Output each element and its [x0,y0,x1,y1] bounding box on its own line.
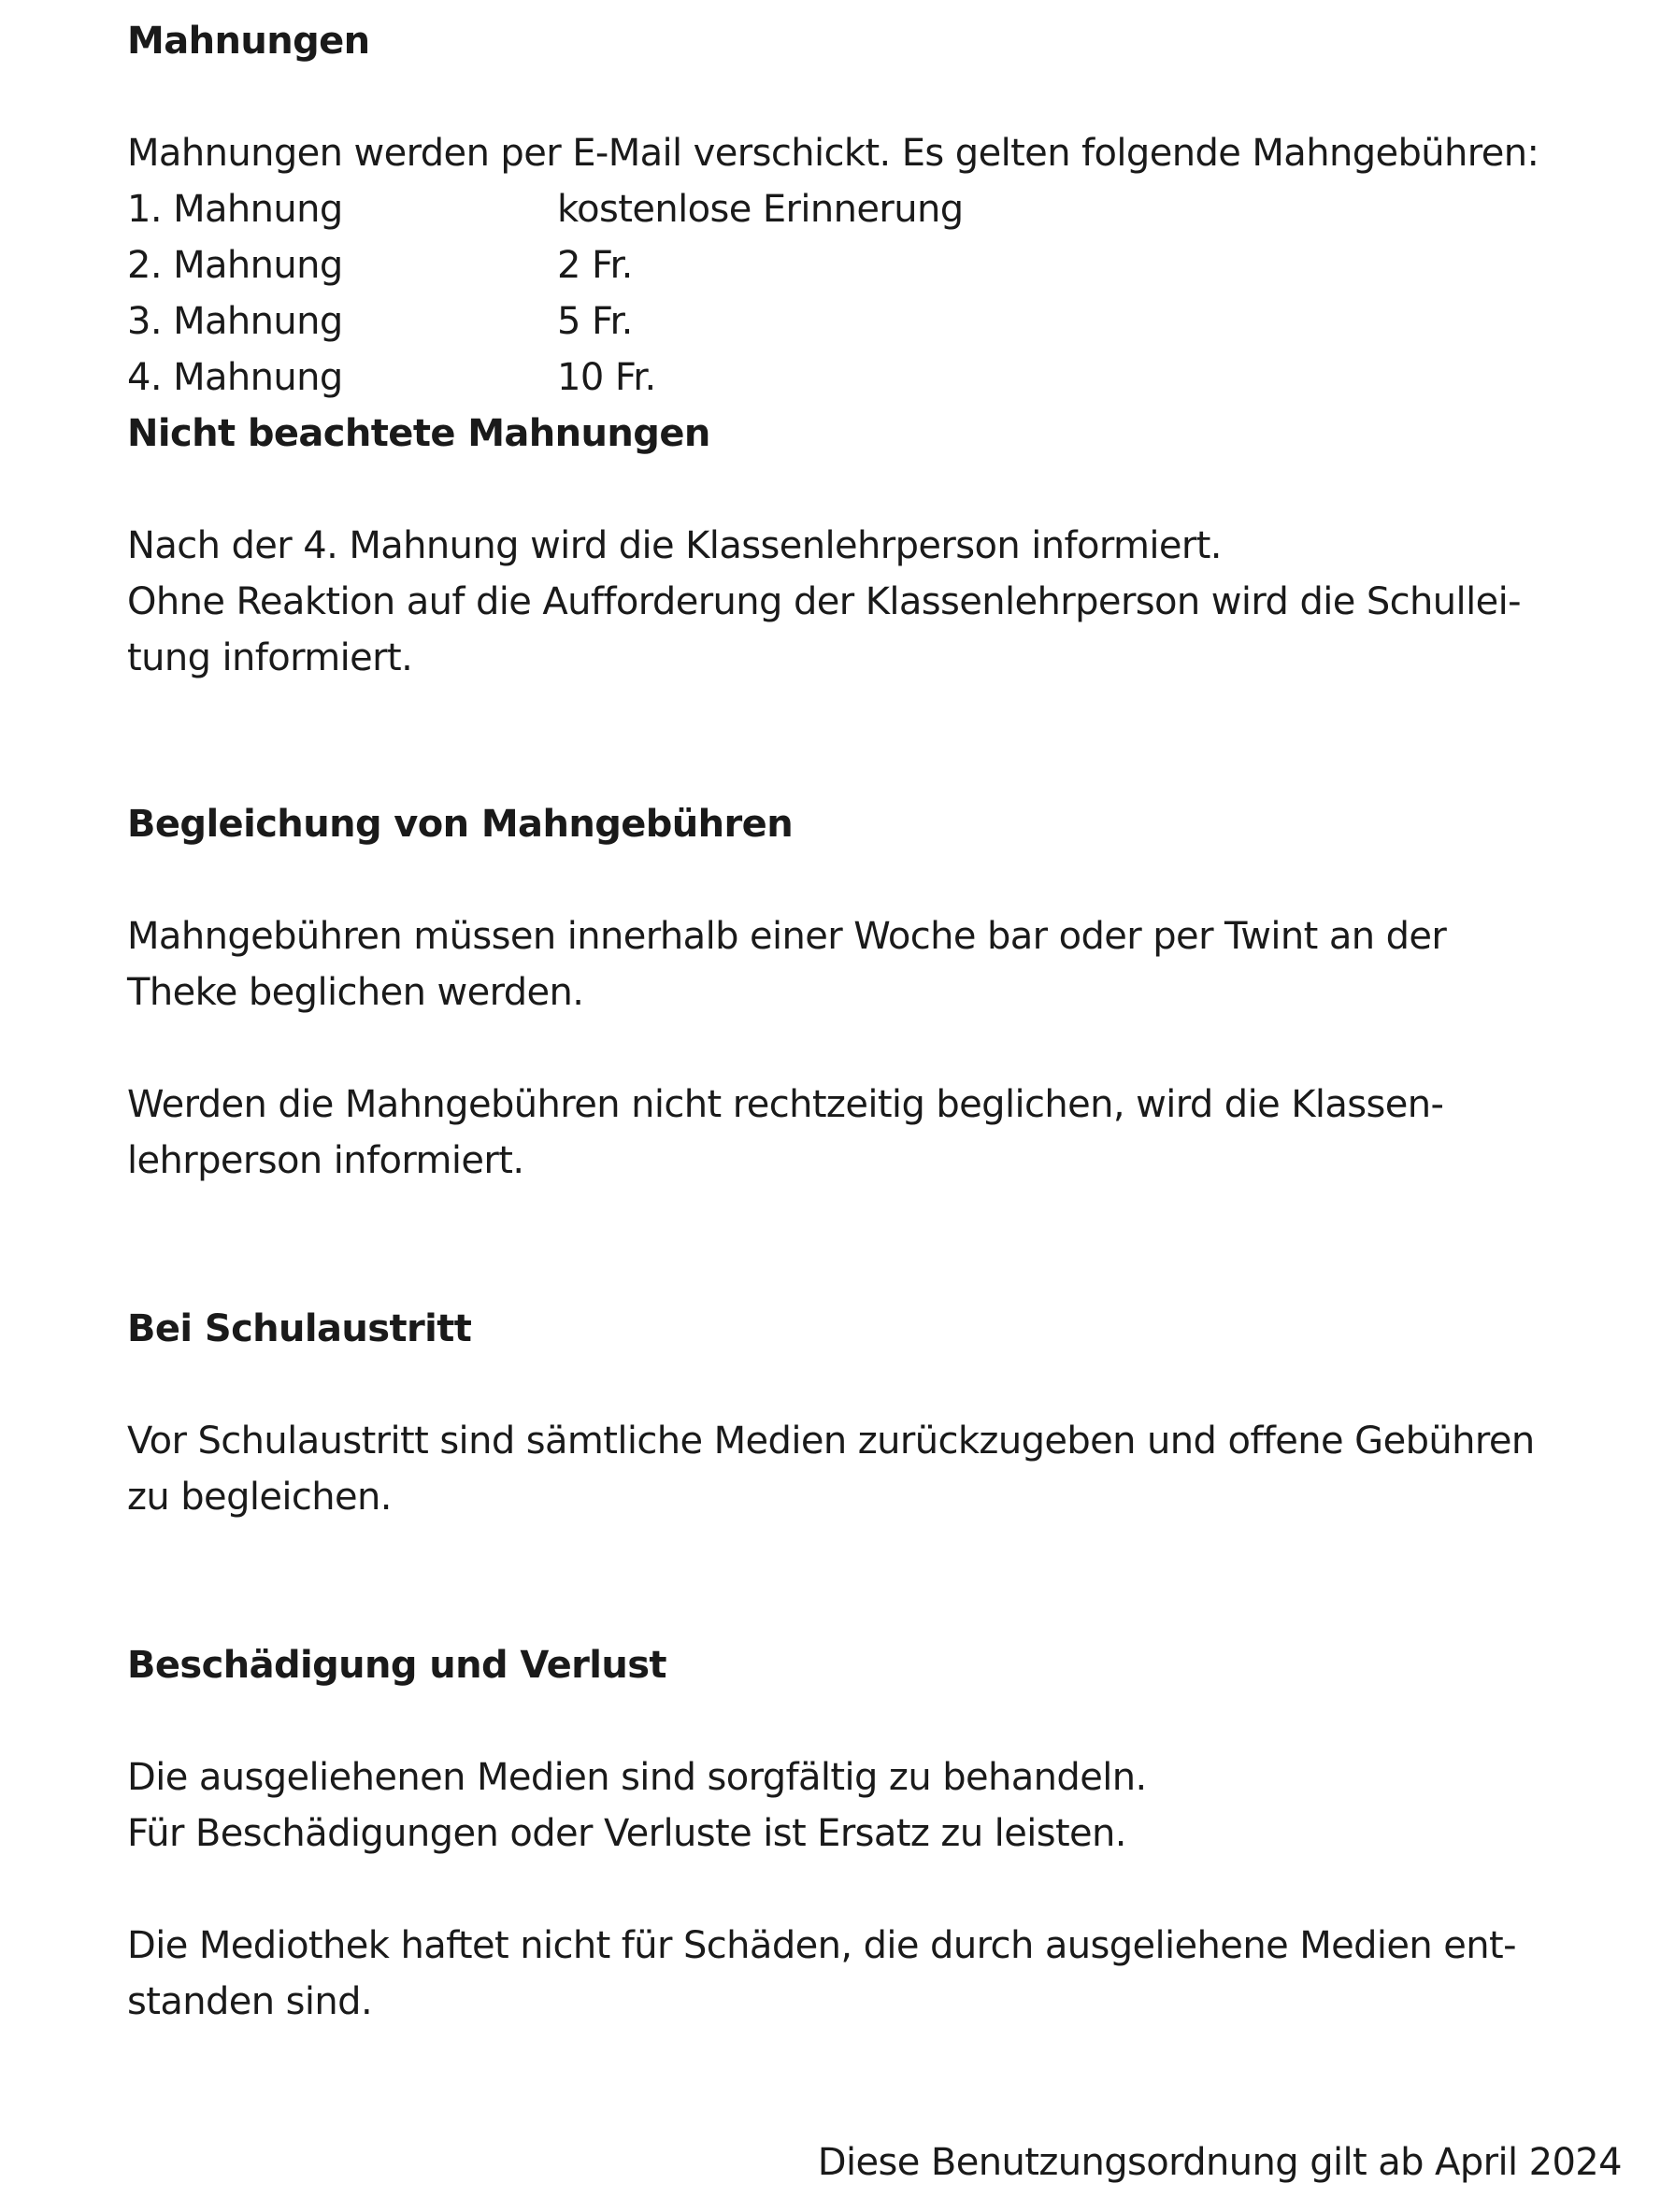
paragraph-line: Nach der 4. Mahnung wird die Klassenlehrperson informiert. [127,524,1222,567]
paragraph-line: Mahngebühren müssen innerhalb einer Woche bar oder per Twint an der [127,915,1447,958]
fee-label: 4. Mahnung [127,356,343,399]
document-body [127,13,1623,2030]
paragraph-line: zu begleichen. [127,1476,392,1519]
fee-value: 2 Fr. [557,244,633,287]
paragraph-line: Ohne Reaktion auf die Aufforderung der Klassenlehrperson wird die Schullei- [127,580,1521,623]
heading-begleichung: Begleichung von Mahngebühren [127,803,794,846]
heading-mahnungen: Mahnungen [127,20,370,63]
paragraph-line: standen sind. [127,1980,373,2023]
fee-label: 1. Mahnung [127,188,343,231]
heading-nicht-beachtete-mahnungen: Nicht beachtete Mahnungen [127,412,710,455]
validity-footer: Diese Benutzungsordnung gilt ab April 2024 [817,2141,1622,2184]
paragraph-line: Werden die Mahngebühren nicht rechtzeitig beglichen, wird die Klassen- [127,1083,1444,1126]
heading-beschaedigung-verlust: Beschädigung und Verlust [127,1644,666,1687]
paragraph-line: Die ausgeliehenen Medien sind sorgfältig zu behandeln. [127,1756,1147,1799]
paragraph-line: Für Beschädigungen oder Verluste ist Ersatz zu leisten. [127,1812,1126,1855]
paragraph-line: Vor Schulaustritt sind sämtliche Medien zurückzugeben und offene Gebühren [127,1420,1535,1463]
fee-row [127,181,1623,237]
paragraph-line: tung informiert. [127,636,413,679]
fee-value: 10 Fr. [557,356,656,399]
fee-row [127,237,1623,293]
fee-row [127,293,1623,350]
fee-row [127,350,1623,406]
fee-label: 2. Mahnung [127,244,343,287]
heading-schulaustritt: Bei Schulaustritt [127,1307,472,1350]
fee-label: 3. Mahnung [127,300,343,343]
paragraph-line: Theke beglichen werden. [127,971,584,1014]
fee-list [127,181,1623,406]
paragraph-line: lehrperson informiert. [127,1139,524,1182]
mahnungen-intro: Mahnungen werden per E-Mail verschickt. Es gelten folgende Mahngebühren: [127,132,1539,175]
paragraph-line: Die Mediothek haftet nicht für Schäden, die durch ausgeliehene Medien ent- [127,1924,1516,1967]
fee-value: 5 Fr. [557,300,633,343]
fee-value: kostenlose Erinnerung [557,188,964,231]
